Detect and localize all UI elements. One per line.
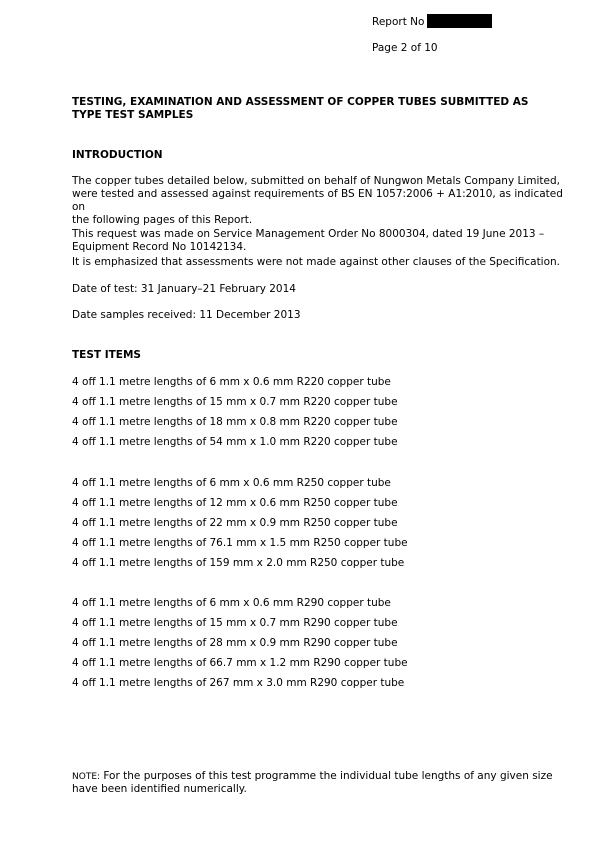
test-item: 4 off 1.1 metre lengths of 66.7 mm x 1.2 mm R290 copper tube [72, 657, 408, 669]
test-item: 4 off 1.1 metre lengths of 15 mm x 0.7 mm R290 copper tube [72, 617, 398, 629]
date-received: Date samples received: 11 December 2013 [72, 309, 301, 321]
test-item: 4 off 1.1 metre lengths of 159 mm x 2.0 mm R250 copper tube [72, 557, 405, 569]
intro-line: This request was made on Service Management Order No 8000304, dated 19 June 2013 – [72, 227, 545, 240]
note-lead: NOTE: [72, 772, 101, 782]
test-item: 4 off 1.1 metre lengths of 18 mm x 0.8 mm R220 copper tube [72, 416, 398, 428]
test-item: 4 off 1.1 metre lengths of 6 mm x 0.6 mm R250 copper tube [72, 477, 391, 489]
test-item: 4 off 1.1 metre lengths of 54 mm x 1.0 mm R220 copper tube [72, 436, 398, 448]
note-line: have been identified numerically. [72, 783, 247, 796]
intro-line: were tested and assessed against requirements of BS EN 1057:2006 + A1:2010, as indicated on [72, 188, 563, 214]
intro-line: The copper tubes detailed below, submitted on behalf of Nungwon Metals Company Limited, [72, 175, 560, 187]
test-item: 4 off 1.1 metre lengths of 6 mm x 0.6 mm R220 copper tube [72, 376, 391, 388]
introduction-heading: INTRODUCTION [72, 149, 163, 161]
emphasis-paragraph: It is emphasized that assessments were not made against other clauses of the Specification. [72, 256, 561, 268]
test-item: 4 off 1.1 metre lengths of 76.1 mm x 1.5 mm R250 copper tube [72, 537, 408, 549]
intro-line: Equipment Record No 10142134. [72, 240, 247, 253]
redaction-box [427, 14, 492, 28]
intro-paragraph [72, 175, 572, 254]
test-item: 4 off 1.1 metre lengths of 28 mm x 0.9 mm R290 copper tube [72, 637, 398, 649]
intro-line: the following pages of this Report. [72, 214, 253, 227]
page-number: Page 2 of 10 [372, 42, 438, 54]
test-item: 4 off 1.1 metre lengths of 22 mm x 0.9 mm R250 copper tube [72, 517, 398, 529]
test-item: 4 off 1.1 metre lengths of 267 mm x 3.0 mm R290 copper tube [72, 677, 405, 689]
test-item: 4 off 1.1 metre lengths of 12 mm x 0.6 mm R250 copper tube [72, 497, 398, 509]
report-no-label: Report No [372, 16, 425, 28]
test-item: 4 off 1.1 metre lengths of 6 mm x 0.6 mm R290 copper tube [72, 597, 391, 609]
document-title: TESTING, EXAMINATION AND ASSESSMENT OF COPPER TUBES SUBMITTED AS TYPE TEST SAMPLES [72, 96, 529, 122]
note-line [72, 770, 572, 783]
note [72, 770, 572, 796]
test-item: 4 off 1.1 metre lengths of 15 mm x 0.7 mm R220 copper tube [72, 396, 398, 408]
note-text: For the purposes of this test programme the individual tube lengths of any given size [103, 770, 553, 782]
test-items-heading: TEST ITEMS [72, 349, 141, 361]
report-number [372, 14, 492, 29]
date-of-test: Date of test: 31 January–21 February 2014 [72, 283, 296, 295]
